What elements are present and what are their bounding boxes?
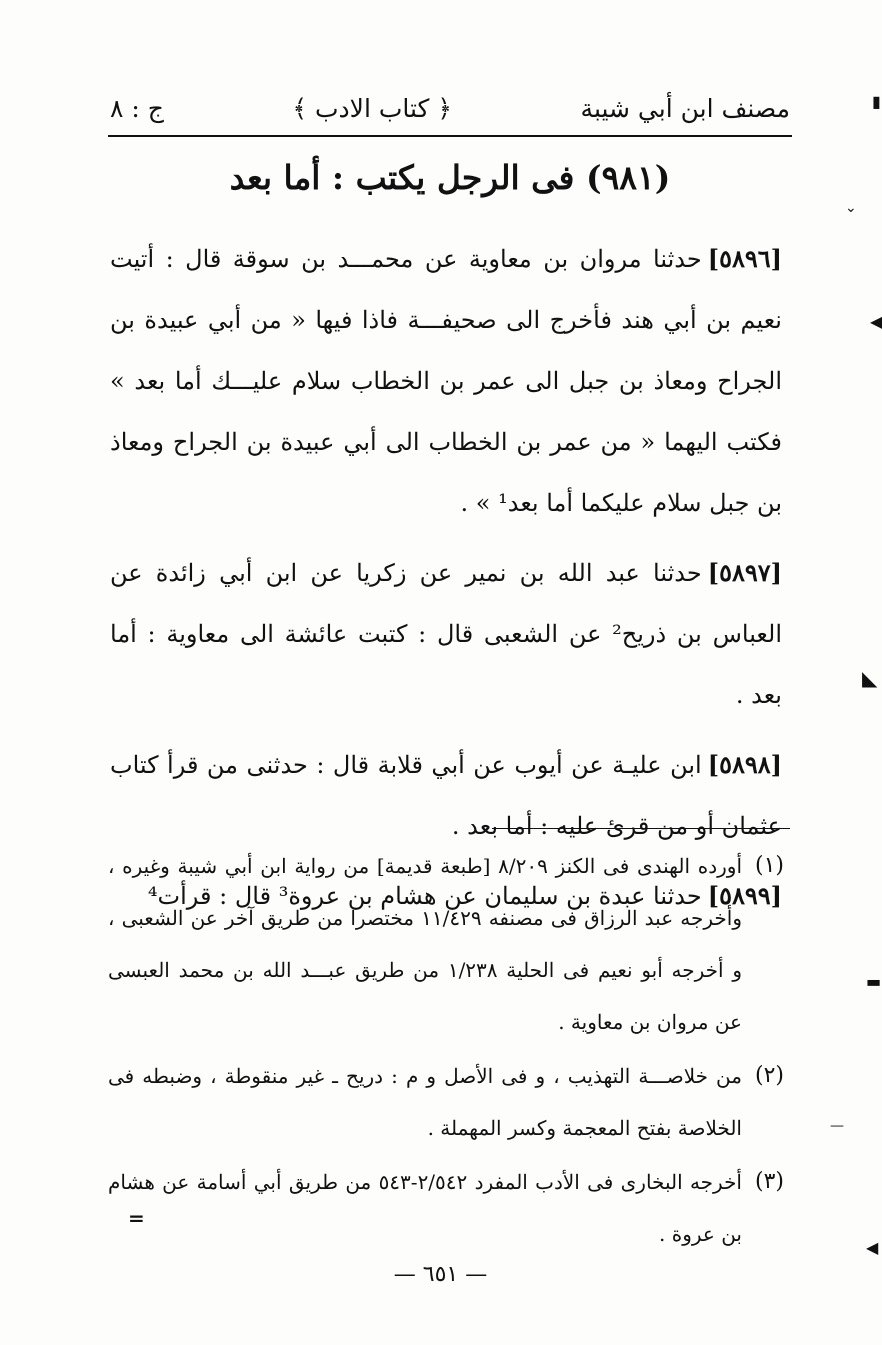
hadith-paragraph — [110, 734, 782, 857]
header-rule — [108, 135, 792, 137]
hadith-text: ابن عليـة عن أيوب عن أبي قلابة قال : حدثنى من قرأ كتاب عثمان أو من قرئ عليه : أما بعد . — [110, 751, 782, 840]
scan-edge-mark: ◀ — [866, 1238, 879, 1257]
scan-edge-mark: ▮ — [872, 92, 881, 111]
hadith-paragraph — [110, 228, 782, 534]
footnote — [108, 1050, 784, 1154]
hadith-text: حدثنا عبد الله بن نمير عن زكريا عن ابن أبي زائدة عن العباس بن ذريح² عن الشعبى قال : كتبت عائشة الى معاوية : أما بعد . — [110, 559, 782, 709]
hadith-number: [٥٨٩٩] — [707, 881, 782, 910]
footnote-text: من خلاصـــة التهذيب ، و فى الأصل و م : دريح ـ غير منقوطة ، وضبطه فى الخلاصة بفتح المعجمة وكسر المهملة . — [108, 1064, 742, 1140]
footnote — [108, 840, 784, 1048]
footnote — [108, 1156, 784, 1260]
hadith-paragraph — [110, 542, 782, 726]
footnotes — [108, 840, 784, 1260]
scan-edge-mark: ◀ — [870, 312, 882, 331]
hadith-number: [٥٨٩٧] — [707, 558, 782, 587]
footnote-text: أخرجه البخارى فى الأدب المفرد ٢/٥٤٢-٥٤٣ من طريق أبي أسامة عن هشام بن عروة . — [108, 1170, 742, 1246]
scan-edge-mark: ⌄ — [845, 200, 857, 216]
book-title: مصنف ابن أبي شيبة — [580, 93, 790, 123]
footnote-number: (٣) — [754, 1169, 784, 1194]
section-title: ﴿ كتاب الادب ﴾ — [292, 93, 453, 123]
page-number: — ٦٥١ — — [393, 1262, 488, 1287]
scan-edge-mark: ▬ — [866, 972, 882, 991]
chapter-title: (٩٨١) فى الرجل يكتب : أما بعد — [229, 158, 671, 197]
footnote-number: (٢) — [754, 1063, 784, 1088]
hadith-text: حدثنا عبدة بن سليمان عن هشام بن عروة³ قال : قرأت⁴ — [147, 882, 702, 910]
hadith-list — [110, 228, 782, 927]
continuation-mark: = — [128, 1206, 145, 1230]
hadith-number: [٥٨٩٨] — [707, 750, 782, 779]
footnote-number: (١) — [754, 853, 784, 878]
hadith-text: حدثنا مروان بن معاوية عن محمـــد بن سوقة قال : أتيت نعيم بن أبي هند فأخرج الى صحيفـــة فاذا فيها « من أبي عبيدة بن الجراح ومعاذ بن جبل الى عمر بن الخطاب سلام عليـــك أما بعد » فكتب اليهما « من عمر بن الخطاب الى أبي عبيدة بن الجراح ومعاذ بن جبل سلام عليكما أما بعد¹ » . — [110, 245, 782, 517]
footnote-text: أورده الهندى فى الكنز ٨/٢٠٩ [طبعة قديمة] من رواية ابن أبي شيبة وغيره ، وأخرجه عبد الرزاق فى مصنفه ١١/٤٢٩ مختصرا من طريق آخر عن الشعبى ، و أخرجه أبو نعيم فى الحلية ١/٢٣٨ من طريق عبـــد الله بن محمد العبسى عن مروان بن معاوية . — [108, 854, 743, 1034]
footnote-separator — [492, 828, 790, 829]
hadith-number: [٥٨٩٦] — [707, 244, 782, 273]
scan-edge-mark: ◣ — [862, 666, 878, 690]
running-header — [110, 85, 790, 131]
volume-label: ج : ٨ — [110, 93, 164, 123]
scan-edge-mark: — — [830, 1118, 844, 1134]
